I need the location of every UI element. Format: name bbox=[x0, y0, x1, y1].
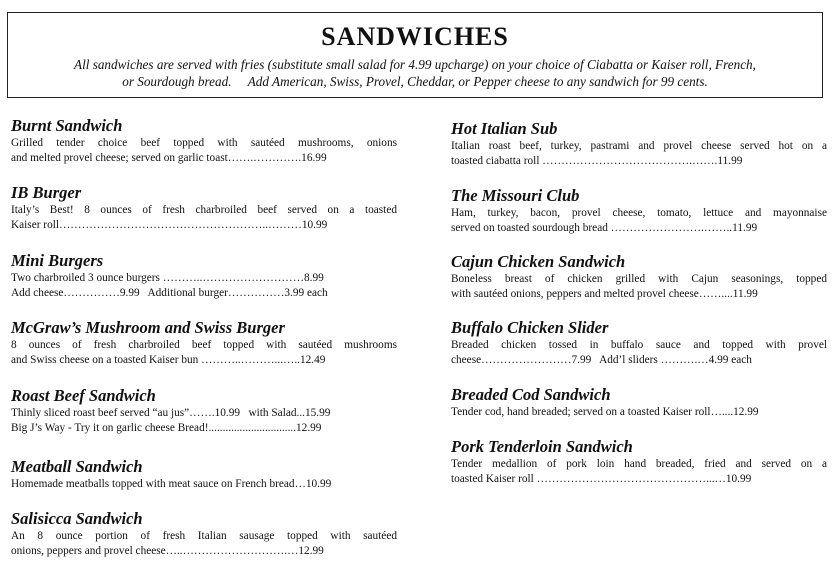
item-name: Salisicca Sandwich bbox=[11, 509, 143, 528]
menu-item bbox=[451, 385, 827, 420]
item-name: The Missouri Club bbox=[451, 186, 580, 205]
item-name: Cajun Chicken Sandwich bbox=[451, 252, 626, 271]
item-description bbox=[451, 139, 827, 169]
item-line: Italian roast beef, turkey, pastrami and provel cheese served hot on a bbox=[451, 140, 827, 152]
item-name: Buffalo Chicken Slider bbox=[451, 318, 609, 337]
item-name: McGraw’s Mushroom and Swiss Burger bbox=[11, 318, 285, 337]
item-description bbox=[11, 136, 397, 166]
item-description bbox=[11, 406, 397, 436]
item-line: Homemade meatballs topped with meat sauce on French bread…10.99 bbox=[11, 478, 332, 490]
menu-item bbox=[451, 437, 827, 487]
item-description bbox=[451, 405, 827, 420]
item-line: Kaiser roll………………………………………………..………10.99 bbox=[11, 219, 328, 231]
item-description bbox=[11, 477, 397, 492]
item-name: Mini Burgers bbox=[11, 251, 104, 270]
item-description bbox=[11, 529, 397, 559]
item-line: cheese……………………7.99 Add’l sliders ……….…4.99 each bbox=[451, 354, 752, 366]
menu-item bbox=[451, 252, 827, 302]
item-name: Burnt Sandwich bbox=[11, 116, 123, 135]
item-name: IB Burger bbox=[11, 183, 82, 202]
menu-item bbox=[11, 251, 397, 301]
item-description bbox=[11, 338, 397, 368]
item-line: Italy’s Best! 8 ounces of fresh charbroiled beef served on a toasted bbox=[11, 204, 397, 216]
item-line: Big J’s Way - Try it on garlic cheese Bread!...............................12.99 bbox=[11, 422, 322, 434]
item-line: and Swiss cheese on a toasted Kaiser bun ………..………...…..12.49 bbox=[11, 354, 326, 366]
item-line: with sautéed onions, peppers and melted provel cheese……....11.99 bbox=[451, 288, 758, 300]
item-description bbox=[11, 271, 397, 301]
item-line: Two charbroiled 3 ounce burgers ………..………………………8.99 bbox=[11, 272, 324, 284]
item-description bbox=[451, 272, 827, 302]
item-description bbox=[451, 457, 827, 487]
item-description bbox=[451, 338, 827, 368]
item-name: Meatball Sandwich bbox=[11, 457, 143, 476]
item-line: Add cheese……………9.99 Additional burger……………3.99 each bbox=[11, 287, 328, 299]
item-name: Hot Italian Sub bbox=[451, 119, 558, 138]
menu-item bbox=[11, 318, 397, 368]
item-line: toasted Kaiser roll ………………………………………...…10.99 bbox=[451, 473, 752, 485]
subtitle-line-1: All sandwiches are served with fries (substitute small salad for 4.99 upcharge) on your choice of Ciabatta or Kaiser roll, French, bbox=[74, 57, 756, 72]
menu-item bbox=[11, 183, 397, 233]
item-line: Boneless breast of chicken grilled with Cajun seasonings, topped bbox=[451, 273, 827, 285]
item-line: Breaded chicken tossed in buffalo sauce and topped with provel bbox=[451, 339, 827, 351]
menu-item bbox=[451, 119, 827, 169]
menu-item bbox=[11, 509, 397, 559]
item-line: Tender medallion of pork loin hand breaded, fried and served on a bbox=[451, 458, 827, 470]
item-line: Grilled tender choice beef topped with sautéed mushrooms, onions bbox=[11, 137, 397, 149]
menu-item bbox=[11, 457, 397, 492]
menu-item bbox=[11, 386, 397, 436]
item-line: Tender cod, hand breaded; served on a toasted Kaiser roll…....12.99 bbox=[451, 406, 759, 418]
item-line: onions, peppers and provel cheese…..……………………….…12.99 bbox=[11, 545, 324, 557]
menu-item bbox=[11, 116, 397, 166]
item-line: and melted provel cheese; served on garlic toast…….………….16.99 bbox=[11, 152, 327, 164]
item-line: An 8 ounce portion of fresh Italian sausage topped with sautéed bbox=[11, 530, 397, 542]
item-line: Ham, turkey, bacon, provel cheese, tomato, lettuce and mayonnaise bbox=[451, 207, 827, 219]
subtitle-line-2: or Sourdough bread. Add American, Swiss, Provel, Cheddar, or Pepper cheese to any sandwich for 99 cents. bbox=[122, 74, 708, 89]
item-name: Pork Tenderloin Sandwich bbox=[451, 437, 633, 456]
menu-item bbox=[451, 318, 827, 368]
menu-subtitle bbox=[26, 56, 804, 90]
item-description bbox=[451, 206, 827, 236]
item-line: toasted ciabatta roll ………………………………….…….11.99 bbox=[451, 155, 743, 167]
menu-header bbox=[7, 12, 823, 98]
item-line: 8 ounces of fresh charbroiled beef topped with sautéed mushrooms bbox=[11, 339, 397, 351]
item-name: Breaded Cod Sandwich bbox=[451, 385, 611, 404]
item-name: Roast Beef Sandwich bbox=[11, 386, 156, 405]
item-description bbox=[11, 203, 397, 233]
menu-title: SANDWICHES bbox=[321, 22, 509, 51]
item-line: Thinly sliced roast beef served “au jus”…….10.99 with Salad...15.99 bbox=[11, 407, 331, 419]
menu-item bbox=[451, 186, 827, 236]
item-line: served on toasted sourdough bread …………………….……..11.99 bbox=[451, 222, 758, 234]
